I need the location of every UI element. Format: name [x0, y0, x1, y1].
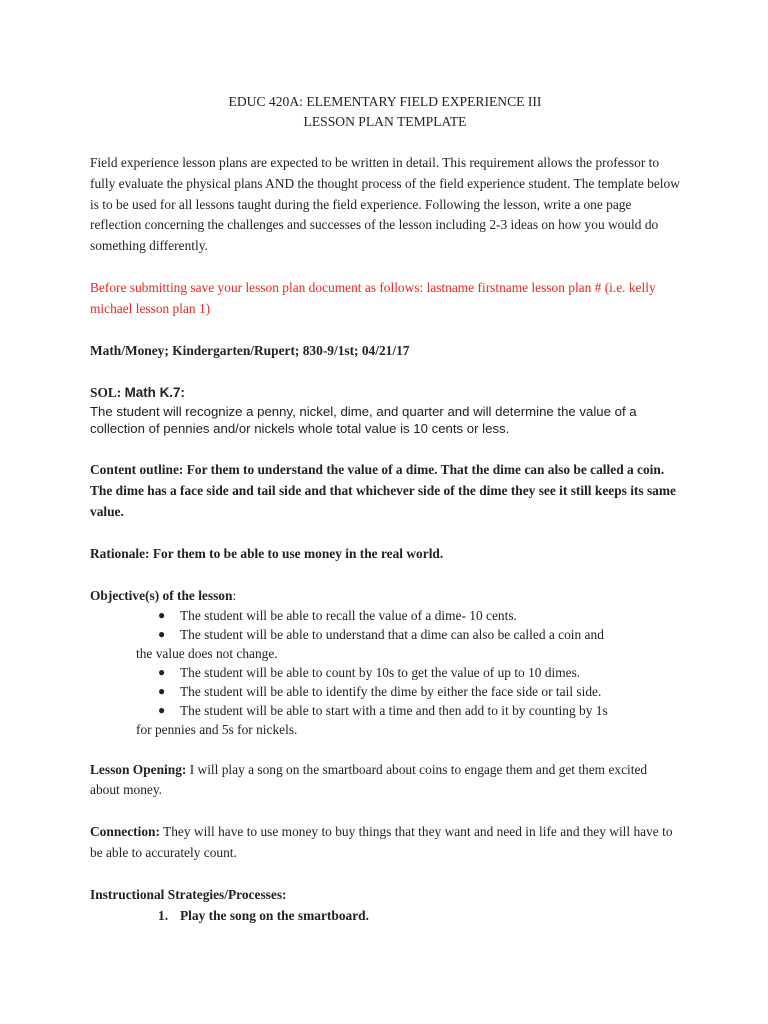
bullet-icon: ●: [158, 702, 166, 717]
bullet-icon: ●: [158, 683, 166, 698]
connection: [90, 822, 680, 864]
list-item: [90, 625, 680, 663]
objective-text: The student will be able to identify the dime by either the face side or tail side.: [180, 683, 602, 699]
submission-note: Before submitting save your lesson plan document as follows: lastname firstname lesson plan # (i.e. kelly michael lesson plan 1): [90, 279, 656, 316]
list-item: [90, 606, 680, 625]
instructional-heading: Instructional Strategies/Processes:: [90, 886, 287, 902]
sol-text: The student will recognize a penny, nickel, dime, and quarter and will determine the value of a collection of pennies and/or nickels whole total value is 10 cents or less.: [90, 404, 637, 437]
bullet-icon: ●: [158, 626, 166, 641]
objectives-heading-label: Objective(s) of the lesson: [90, 587, 233, 603]
sol-heading: [90, 383, 680, 403]
lesson-opening-label: Lesson Opening:: [90, 761, 187, 777]
sol-code: Math K.7:: [124, 385, 185, 401]
lesson-opening-text: I will play a song on the smartboard about coins to engage them and get them excited about money.: [90, 761, 648, 798]
objectives-section: [90, 586, 680, 739]
objectives-list: [90, 606, 680, 739]
content-outline: Content outline: For them to understand the value of a dime. That the dime can also be called a coin. The dime has a face side and tail side and that whichever side of the dime they see it still keeps its same value.: [90, 462, 676, 519]
instructional-steps: [90, 905, 680, 927]
objective-text: The student will be able to start with a time and then add to it by counting by 1s: [180, 702, 608, 718]
bullet-icon: ●: [158, 664, 166, 679]
list-item: [90, 682, 680, 701]
step-text: Play the song on the smartboard.: [180, 907, 369, 923]
document-title-block: [90, 92, 680, 132]
objective-text-continued: the value does not change.: [136, 645, 278, 661]
list-item: [90, 701, 680, 739]
lesson-opening: [90, 760, 680, 802]
list-item: [90, 663, 680, 682]
lesson-meta: Math/Money; Kindergarten/Rupert; 830-9/1st; 04/21/17: [90, 342, 410, 358]
sol-label: SOL:: [90, 385, 125, 401]
list-item: [90, 905, 680, 927]
objective-text: The student will be able to count by 10s to get the value of up to 10 dimes.: [180, 664, 581, 680]
document-subtitle: LESSON PLAN TEMPLATE: [303, 114, 467, 129]
step-number: 1.: [158, 907, 169, 923]
objective-text: The student will be able to understand that a dime can also be called a coin and: [180, 626, 604, 642]
lesson-plan-document: [90, 92, 680, 927]
connection-label: Connection:: [90, 824, 160, 840]
document-title: EDUC 420A: ELEMENTARY FIELD EXPERIENCE III: [228, 94, 542, 109]
objective-text-continued: for pennies and 5s for nickels.: [136, 721, 298, 737]
connection-text: They will have to use money to buy things that they want and need in life and they will have to be able to accurately count.: [90, 824, 673, 860]
rationale: Rationale: For them to be able to use money in the real world.: [90, 545, 444, 561]
bullet-icon: ●: [158, 607, 166, 622]
objective-text: The student will be able to recall the value of a dime- 10 cents.: [180, 607, 517, 623]
intro-paragraph: Field experience lesson plans are expected to be written in detail. This requirement allows the professor to fully evaluate the physical plans AND the thought process of the field experience student. The template below is to be used for all lessons taught during the field experience. Following the lesson, write a one page reflection concerning the challenges and successes of the lesson including 2-3 ideas on how you would do something differently.: [90, 155, 680, 254]
objectives-heading: [90, 586, 680, 606]
objectives-heading-colon: :: [232, 587, 237, 603]
